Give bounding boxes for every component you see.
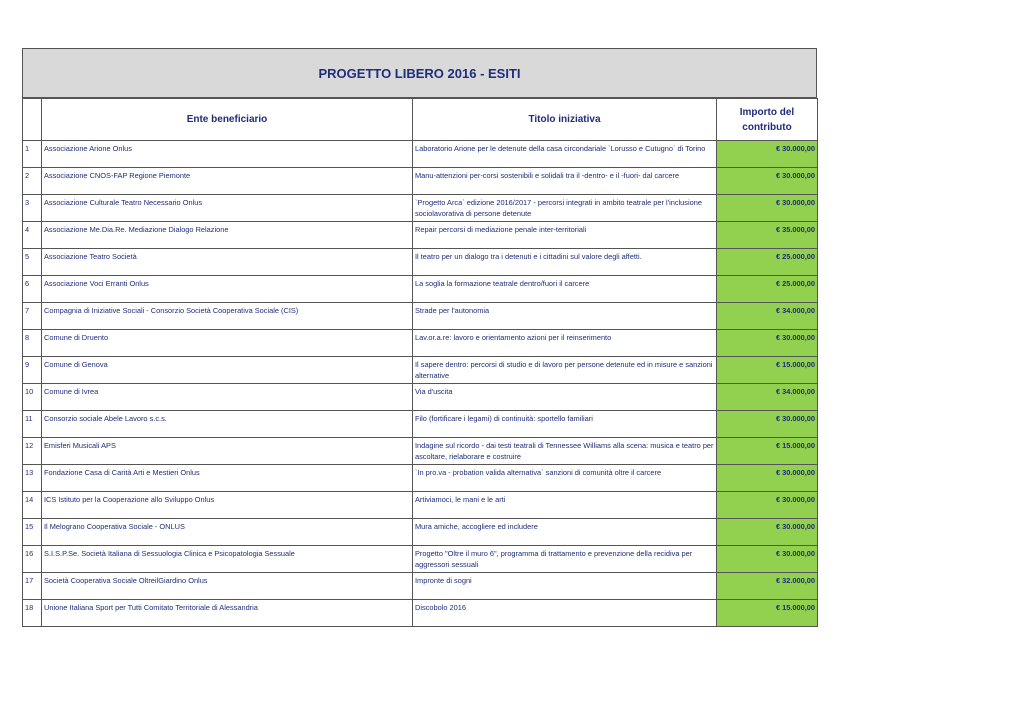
row-titolo: Il teatro per un dialogo tra i detenuti e i cittadini sul valore degli affetti.	[413, 249, 717, 276]
row-importo: € 15.000,00	[717, 600, 818, 627]
row-number: 9	[23, 357, 42, 384]
table-row	[23, 276, 818, 303]
row-importo: € 25.000,00	[717, 276, 818, 303]
row-number: 17	[23, 573, 42, 600]
row-number: 8	[23, 330, 42, 357]
row-number: 14	[23, 492, 42, 519]
row-ente: Comune di Genova	[42, 357, 413, 384]
row-importo: € 34.000,00	[717, 303, 818, 330]
row-importo: € 30.000,00	[717, 492, 818, 519]
row-ente: Comune di Druento	[42, 330, 413, 357]
header-number	[23, 99, 42, 141]
row-importo: € 15.000,00	[717, 357, 818, 384]
row-ente: Comune di Ivrea	[42, 384, 413, 411]
row-ente: Compagnia di Iniziative Sociali - Consorzio Società Cooperativa Sociale (CIS)	[42, 303, 413, 330]
row-titolo: `Progetto Arca` edizione 2016/2017 - percorsi integrati in ambito teatrale per l'inclusione sociolavorativa di persone detenute	[413, 195, 717, 222]
header-titolo: Titolo iniziativa	[413, 99, 717, 141]
row-importo: € 30.000,00	[717, 330, 818, 357]
row-titolo: Indagine sul ricordo - dai testi teatrali di Tennessee Williams alla scena: musica e teatro per ascoltare, rielaborare e costruire	[413, 438, 717, 465]
row-titolo: Mura amiche, accogliere ed includere	[413, 519, 717, 546]
row-ente: Associazione Teatro Società	[42, 249, 413, 276]
row-ente: Fondazione Casa di Carità Arti e Mestieri Onlus	[42, 465, 413, 492]
table-row	[23, 438, 818, 465]
row-titolo: `In pro.va - probation valida alternativa` sanzioni di comunità oltre il carcere	[413, 465, 717, 492]
row-importo: € 30.000,00	[717, 465, 818, 492]
row-ente: Società Cooperativa Sociale OltreilGiardino Onlus	[42, 573, 413, 600]
row-importo: € 30.000,00	[717, 141, 818, 168]
table-row	[23, 573, 818, 600]
table-row	[23, 357, 818, 384]
row-number: 10	[23, 384, 42, 411]
row-importo: € 34.000,00	[717, 384, 818, 411]
row-ente: Associazione CNOS-FAP Regione Piemonte	[42, 168, 413, 195]
table-row	[23, 384, 818, 411]
row-titolo: Filo (fortificare i legami) di continuità: sportello familiari	[413, 411, 717, 438]
row-ente: Associazione Voci Erranti Onlus	[42, 276, 413, 303]
row-importo: € 30.000,00	[717, 546, 818, 573]
row-titolo: Manu-attenzioni per-corsi sostenibili e solidali tra il -dentro- e il -fuori- dal carcere	[413, 168, 717, 195]
table-row	[23, 519, 818, 546]
row-number: 1	[23, 141, 42, 168]
header-ente: Ente beneficiario	[42, 99, 413, 141]
table-row	[23, 222, 818, 249]
row-importo: € 30.000,00	[717, 519, 818, 546]
row-titolo: Impronte di sogni	[413, 573, 717, 600]
row-number: 7	[23, 303, 42, 330]
row-importo: € 30.000,00	[717, 168, 818, 195]
row-titolo: Lav.or.a.re: lavoro e orientamento azioni per il reinserimento	[413, 330, 717, 357]
row-titolo: La soglia la formazione teatrale dentro/fuori il carcere	[413, 276, 717, 303]
row-number: 3	[23, 195, 42, 222]
row-ente: Il Melograno Cooperativa Sociale - ONLUS	[42, 519, 413, 546]
table-row	[23, 492, 818, 519]
table-row	[23, 303, 818, 330]
page-title: PROGETTO LIBERO 2016 - ESITI	[22, 48, 817, 98]
row-ente: Associazione Arione Onlus	[42, 141, 413, 168]
table-row	[23, 168, 818, 195]
row-titolo: Discobolo 2016	[413, 600, 717, 627]
row-number: 6	[23, 276, 42, 303]
table-row	[23, 600, 818, 627]
row-ente: Unione Italiana Sport per Tutti Comitato Territoriale di Alessandria	[42, 600, 413, 627]
row-ente: Associazione Culturale Teatro Necessario Onlus	[42, 195, 413, 222]
row-number: 15	[23, 519, 42, 546]
table-row	[23, 411, 818, 438]
spreadsheet	[22, 48, 817, 627]
row-ente: Consorzio sociale Abele Lavoro s.c.s.	[42, 411, 413, 438]
row-importo: € 25.000,00	[717, 249, 818, 276]
table-header-row	[23, 99, 818, 141]
row-titolo: Via d'uscita	[413, 384, 717, 411]
row-importo: € 15.000,00	[717, 438, 818, 465]
row-ente: Associazione Me.Dia.Re. Mediazione Dialogo Relazione	[42, 222, 413, 249]
table-row	[23, 195, 818, 222]
row-titolo: Progetto "Oltre il muro 6", programma di trattamento e prevenzione della recidiva per aggressori sessuali	[413, 546, 717, 573]
table-row	[23, 465, 818, 492]
row-importo: € 32.000,00	[717, 573, 818, 600]
row-number: 4	[23, 222, 42, 249]
row-ente: S.I.S.P.Se. Società Italiana di Sessuologia Clinica e Psicopatologia Sessuale	[42, 546, 413, 573]
table-row	[23, 546, 818, 573]
row-number: 16	[23, 546, 42, 573]
row-importo: € 35.000,00	[717, 222, 818, 249]
row-titolo: Laboratorio Arione per le detenute della casa circondariale `Lorusso e Cutugno` di Torino	[413, 141, 717, 168]
header-importo: Importo del contributo	[717, 99, 818, 141]
row-ente: ICS Istituto per la Cooperazione allo Sviluppo Onlus	[42, 492, 413, 519]
row-titolo: Strade per l'autonomia	[413, 303, 717, 330]
row-titolo: Artiviamoci, le mani e le arti	[413, 492, 717, 519]
row-titolo: Repair percorsi di mediazione penale inter-territoriali	[413, 222, 717, 249]
results-table	[22, 98, 818, 627]
row-number: 12	[23, 438, 42, 465]
row-number: 11	[23, 411, 42, 438]
row-number: 18	[23, 600, 42, 627]
table-row	[23, 330, 818, 357]
row-number: 5	[23, 249, 42, 276]
row-importo: € 30.000,00	[717, 195, 818, 222]
table-row	[23, 249, 818, 276]
row-number: 2	[23, 168, 42, 195]
table-row	[23, 141, 818, 168]
row-number: 13	[23, 465, 42, 492]
row-ente: Emisferi Musicali APS	[42, 438, 413, 465]
row-titolo: Il sapere dentro: percorsi di studio e di lavoro per persone detenute ed in misure e sanzioni alternative	[413, 357, 717, 384]
row-importo: € 30.000,00	[717, 411, 818, 438]
